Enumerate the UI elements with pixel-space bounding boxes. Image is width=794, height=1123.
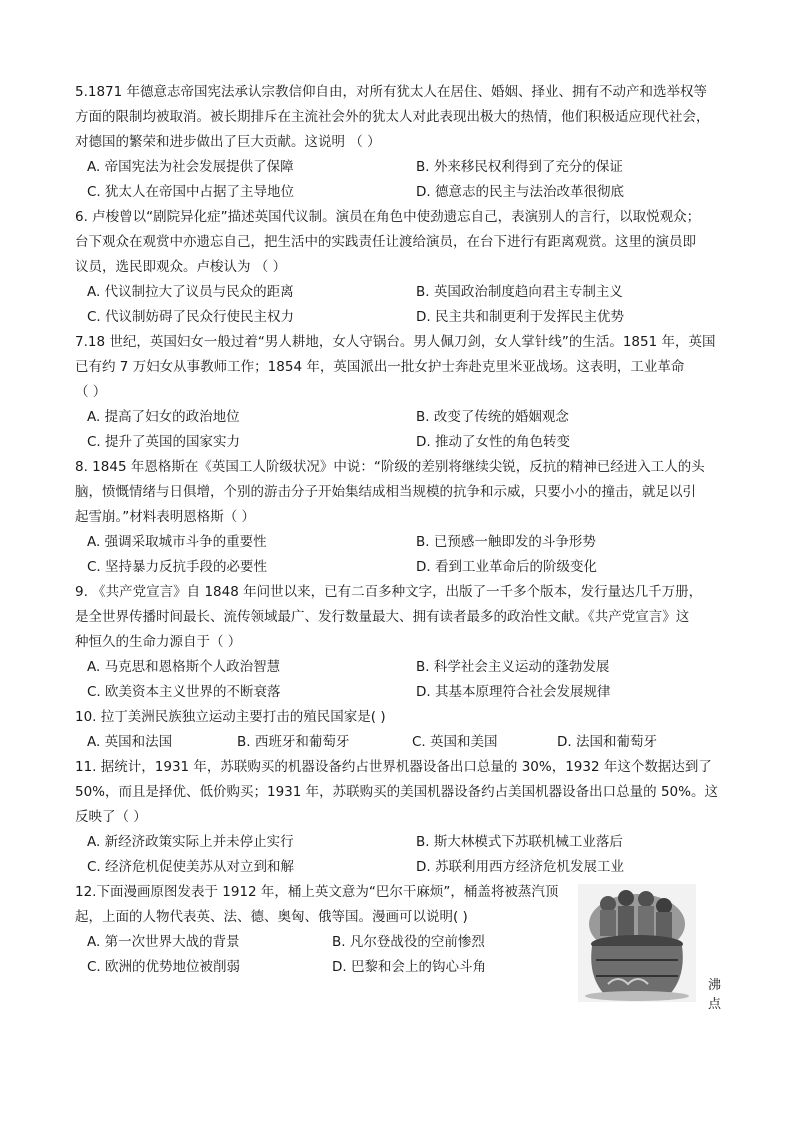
question-6 <box>75 205 725 330</box>
cartoon-caption: 沸点 <box>708 978 722 1012</box>
options <box>75 530 725 580</box>
option-c: C. 英国和美国 <box>412 734 498 750</box>
question-stem-line: 议员，选民即观众。卢梭认为 （ ） <box>75 259 287 275</box>
option-d: D. 其基本原理符合社会发展规律 <box>416 684 611 700</box>
question-stem-line: 12.下面漫画原图发表于 1912 年，桶上英文意为“巴尔干麻烦”，桶盖将被蒸汽顶 <box>75 884 559 900</box>
option-d: D. 看到工业革命后的阶级变化 <box>416 559 597 575</box>
option-c: C. 提升了英国的国家实力 <box>87 434 241 450</box>
question-5 <box>75 80 725 205</box>
option-a: A. 代议制拉大了议员与民众的距离 <box>87 284 294 300</box>
balkan-trouble-cartoon <box>578 884 696 1002</box>
question-stem-line: 9. 《共产党宣言》自 1848 年问世以来，已有二百多种文字，出版了一千多个版本，发行量达几千万册， <box>75 584 703 600</box>
option-b: B. 已预感一触即发的斗争形势 <box>416 534 596 550</box>
question-stem-line: 起雪崩。”材料表明恩格斯（ ） <box>75 509 256 525</box>
option-a: A. 英国和法国 <box>87 734 173 750</box>
options <box>75 830 725 880</box>
option-a: A. 第一次世界大战的背景 <box>87 934 240 950</box>
option-d: D. 巴黎和会上的钩心斗角 <box>332 959 486 975</box>
option-b: B. 凡尔登战役的空前惨烈 <box>332 934 485 950</box>
option-d: D. 苏联利用西方经济危机发展工业 <box>416 859 624 875</box>
option-b: B. 外来移民权利得到了充分的保证 <box>416 159 623 175</box>
question-stem-line: 起，上面的人物代表英、法、德、奥匈、俄等国。漫画可以说明( ) <box>75 909 468 925</box>
option-a: A. 马克思和恩格斯个人政治智慧 <box>87 659 281 675</box>
question-stem-line: 已有约 7 万妇女从事教师工作；1854 年，英国派出一批女护士奔赴克里米亚战场。这表明，工业革命 <box>75 359 685 375</box>
question-stem-line: 反映了（ ） <box>75 809 147 825</box>
option-c: C. 犹太人在帝国中占据了主导地位 <box>87 184 295 200</box>
question-stem-line: 台下观众在观赏中亦遗忘自己，把生活中的实践责任让渡给演员，在台下进行有距离观赏。这里的演员即 <box>75 234 696 250</box>
question-stem-line: 5.1871 年德意志帝国宪法承认宗教信仰自由，对所有犹太人在居住、婚姻、择业、拥有不动产和选举权等 <box>75 84 708 100</box>
option-d: D. 德意志的民主与法治改革很彻底 <box>416 184 624 200</box>
option-a: A. 新经济政策实际上并未停止实行 <box>87 834 294 850</box>
options <box>75 655 725 705</box>
option-d: D. 推动了女性的角色转变 <box>416 434 570 450</box>
question-11 <box>75 755 725 880</box>
options <box>75 930 557 980</box>
exam-page <box>75 80 725 1012</box>
option-d: D. 法国和葡萄牙 <box>557 734 657 750</box>
question-stem-line: 脑，愤慨情绪与日俱增，个别的游击分子开始集结成相当规模的抗争和示威，只要小小的撞击，就足以引 <box>75 484 696 500</box>
option-c: C. 欧美资本主义世界的不断衰落 <box>87 684 281 700</box>
options <box>75 730 725 755</box>
question-stem-line: 种恒久的生命力源自于（ ） <box>75 634 242 650</box>
option-c: C. 坚持暴力反抗手段的必要性 <box>87 559 268 575</box>
option-c: C. 代议制妨碍了民众行使民主权力 <box>87 309 295 325</box>
question-stem-line: 11. 据统计，1931 年，苏联购买的机器设备约占世界机器设备出口总量的 30%，1932 年这个数据达到了 <box>75 759 712 775</box>
option-a: A. 帝国宪法为社会发展提供了保障 <box>87 159 294 175</box>
question-stem-line: 是全世界传播时间最长、流传领域最广、发行数量最大、拥有读者最多的政治性文献。《共产党宣言》这 <box>75 609 690 625</box>
question-stem-line: 6. 卢梭曾以“剧院异化症”描述英国代议制。演员在角色中使劲遗忘自己，表演别人的言行，以取悦观众； <box>75 209 701 225</box>
question-stem-line: （ ） <box>75 384 107 400</box>
question-stem-line: 7.18 世纪，英国妇女一般过着“男人耕地，女人守锅台。男人佩刀剑，女人掌针线”的生活。1851 年，英国 <box>75 334 716 350</box>
options <box>75 155 725 205</box>
options <box>75 405 725 455</box>
question-stem-line: 8. 1845 年恩格斯在《英国工人阶级状况》中说：“阶级的差别将继续尖锐，反抗的精神已经进入工人的头 <box>75 459 705 475</box>
options <box>75 280 725 330</box>
question-stem-line: 对德国的繁荣和进步做出了巨大贡献。这说明 （ ） <box>75 134 381 150</box>
option-b: B. 科学社会主义运动的蓬勃发展 <box>416 659 610 675</box>
option-b: B. 斯大林模式下苏联机械工业落后 <box>416 834 623 850</box>
option-b: B. 西班牙和葡萄牙 <box>237 734 350 750</box>
option-c: C. 欧洲的优势地位被削弱 <box>87 959 241 975</box>
option-a: A. 提高了妇女的政治地位 <box>87 409 240 425</box>
option-d: D. 民主共和制更利于发挥民主优势 <box>416 309 624 325</box>
question-8 <box>75 455 725 580</box>
option-b: B. 改变了传统的婚姻观念 <box>416 409 569 425</box>
option-a: A. 强调采取城市斗争的重要性 <box>87 534 267 550</box>
question-stem-line: 方面的限制均被取消。被长期排斥在主流社会外的犹太人对此表现出极大的热情，他们积极适应现代社会， <box>75 109 710 125</box>
question-7 <box>75 330 725 455</box>
question-12 <box>75 880 725 1012</box>
question-stem-line: 10. 拉丁美洲民族独立运动主要打击的殖民国家是( ) <box>75 709 386 725</box>
question-stem-line: 50%，而且是择优、低价购买；1931 年，苏联购买的美国机器设备约占美国机器设备出口总量的 50%。这 <box>75 784 718 800</box>
question-9 <box>75 580 725 705</box>
question-10 <box>75 705 725 755</box>
option-c: C. 经济危机促使美苏从对立到和解 <box>87 859 295 875</box>
option-b: B. 英国政治制度趋向君主专制主义 <box>416 284 623 300</box>
